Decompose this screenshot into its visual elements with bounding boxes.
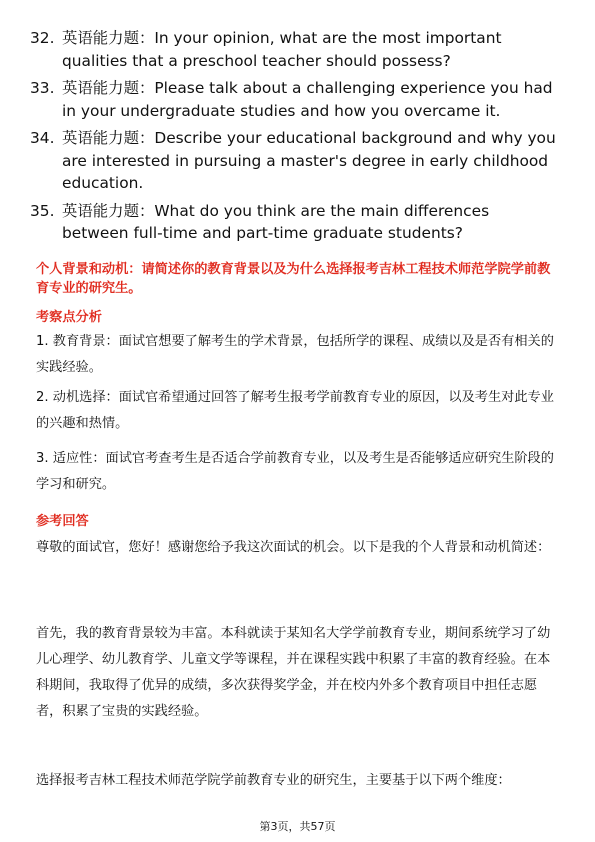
analysis-point: 3. 适应性：面试官考查考生是否适合学前教育专业，以及考生是否能够适应研究生阶段的学习和研究。	[36, 451, 554, 492]
answer-paragraph: 首先，我的教育背景较为丰富。本科就读于某知名大学学前教育专业，期间系统学习了幼儿心理学、幼儿教育学、儿童文学等课程，并在课程实践中积累了丰富的教育经验。在本科期间，我取得了优异的成绩，多次获得奖学金，并在校内外多个教育项目中担任志愿者，积累了宝贵的实践经验。	[36, 626, 551, 719]
main-question-title: 个人背景和动机：请简述你的教育背景以及为什么选择报考吉林工程技术师范学院学前教育专业的研究生。	[36, 262, 551, 296]
question-item	[30, 200, 560, 245]
analysis-heading: 考察点分析	[36, 310, 102, 325]
analysis-point: 2. 动机选择：面试官希望通过回答了解考生报考学前教育专业的原因，以及考生对此专业的兴趣和热情。	[36, 390, 554, 431]
question-number: 32.	[30, 29, 55, 47]
question-item	[30, 27, 560, 72]
answer-paragraph: 选择报考吉林工程技术师范学院学前教育专业的研究生，主要基于以下两个维度：	[36, 773, 511, 788]
question-number: 34.	[30, 129, 55, 147]
question-text: 英语能力题：Please talk about a challenging experience you had in your undergraduate studies and how you overcame it.	[62, 79, 553, 120]
answer-heading: 参考回答	[36, 514, 89, 529]
question-text: 英语能力题：In your opinion, what are the most important qualities that a preschool teacher should possess?	[62, 29, 502, 70]
question-text: 英语能力题：What do you think are the main differences between full-time and part-time graduate students?	[62, 201, 490, 242]
question-number: 33.	[30, 79, 55, 97]
question-item	[30, 77, 560, 122]
question-list	[30, 27, 560, 250]
question-text: 英语能力题：Describe your educational background and why you are interested in pursuing a master's degree in early childhood education.	[62, 129, 556, 192]
question-item	[30, 127, 560, 195]
analysis-point: 1. 教育背景：面试官想要了解考生的学术背景，包括所学的课程、成绩以及是否有相关的实践经验。	[36, 334, 554, 375]
page-number: 第3页，共57页	[259, 820, 336, 833]
question-number: 35.	[30, 201, 55, 220]
answer-intro: 尊敬的面试官，您好！感谢您给予我这次面试的机会。以下是我的个人背景和动机简述：	[36, 540, 551, 555]
